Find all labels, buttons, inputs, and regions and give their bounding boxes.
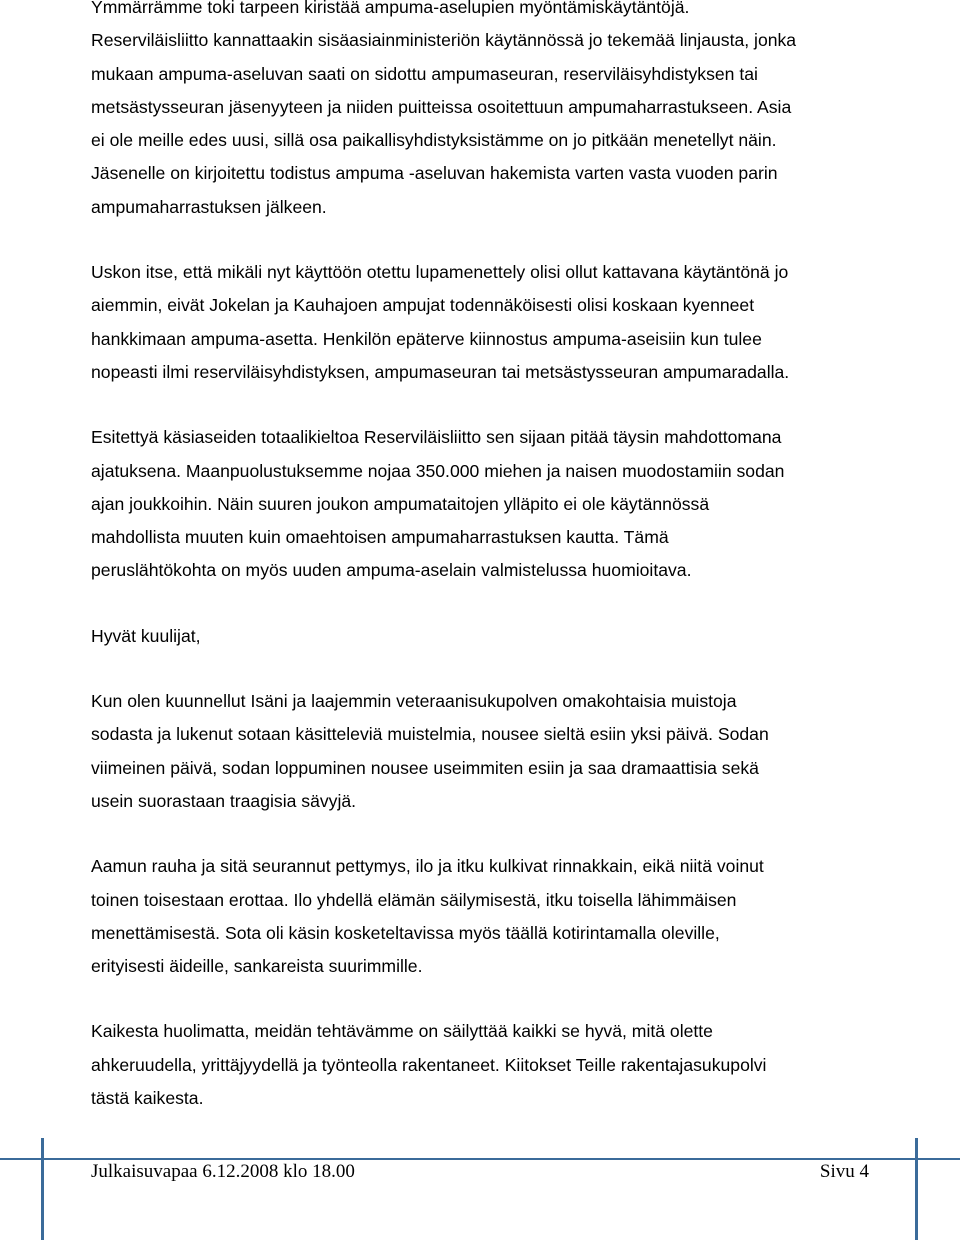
paragraph-permit-procedure: Uskon itse, että mikäli nyt käyttöön otettu lupamenettely olisi ollut kattavana käytäntönä jo aiemmin, eivät Jokelan ja Kauhajoen ampujat todennäköisesti olisi koskaan kyenneet hankkimaan ampuma-asetta. Henkilön epäterve kiinnostus ampuma-aseisiin kun tulee nopeasti ilmi reserviläisyhdistyksen, ampumaseuran tai metsästysseuran ampumaradalla. (91, 262, 790, 382)
paragraph-greeting: Hyvät kuulijat, (91, 625, 201, 646)
paragraph-war-memories: Kun olen kuunnellut Isäni ja laajemmin veteraanisukupolven omakohtaisia muistoja sodasta ja lukenut sotaan käsitteleviä muistelmia, nousee sieltä esiin yksi päivä. Sodan viimeinen päivä, sodan loppuminen nousee useimmiten esiin ja saa dramaattisia sekä usein suorastaan traagisia sävyjä. (91, 691, 769, 811)
footer-right-rule (915, 1138, 918, 1240)
document-body (91, 0, 871, 1147)
paragraph-license-policy: Ymmärrämme toki tarpeen kiristää ampuma-aselupien myöntämiskäytäntöjä. Reserviläisliitto kannattaakin sisäasiainministeriön käytännössä jo tekemää linjausta, jonka mukaan ampuma-aseluvan saati on sidottu ampumaseuran, reserviläisyhdistyksen tai metsästysseuran jäsenyyteen ja niiden puitteissa osoitettuun ampumaharrastukseen. Asia ei ole meille edes uusi, sillä osa paikallisyhdistyksistämme on jo pitkään menetellyt näin. Jäsenelle on kirjoitettu todistus ampuma -aseluvan hakemista varten vasta vuoden parin ampumaharrastuksen jälkeen. (91, 0, 797, 217)
page-number: Sivu 4 (819, 1161, 869, 1182)
footer-release-text: Julkaisuvapaa 6.12.2008 klo 18.00 (91, 1161, 355, 1182)
paragraph-morning-peace: Aamun rauha ja sitä seurannut pettymys, ilo ja itku kulkivat rinnakkain, eikä niitä voinut toinen toisestaan erottaa. Ilo yhdellä elämän säilymisestä, itku toisella lähimmäisen menettämisestä. Sota oli käsin kosketeltavissa myös täällä kotirintamalla oleville, erityisesti äideille, sankareista suurimmille. (91, 856, 764, 977)
paragraph-handgun-ban: Esitettyä käsiaseiden totaalikieltoa Reserviläisliitto sen sijaan pitää täysin mahdottomana ajatuksena. Maanpuolustuksemme nojaa 350.000 miehen ja naisen muodostamiin sodan ajan joukkoihin. Näin suuren joukon ampumataitojen ylläpito ei ole käytännössä mahdollista muuten kuin omaehtoisen ampumaharrastuksen kautta. Tämä peruslähtökohta on myös uuden ampuma-aselain valmistelussa huomioitava. (91, 427, 785, 581)
paragraph-closing-thanks: Kaikesta huolimatta, meidän tehtävämme on säilyttää kaikki se hyvä, mitä olette ahkeruudella, yrittäjyydellä ja työnteolla rakentaneet. Kiitokset Teille rakentajasukupolvi tästä kaikesta. (91, 1021, 767, 1109)
footer-left-rule (41, 1138, 44, 1240)
